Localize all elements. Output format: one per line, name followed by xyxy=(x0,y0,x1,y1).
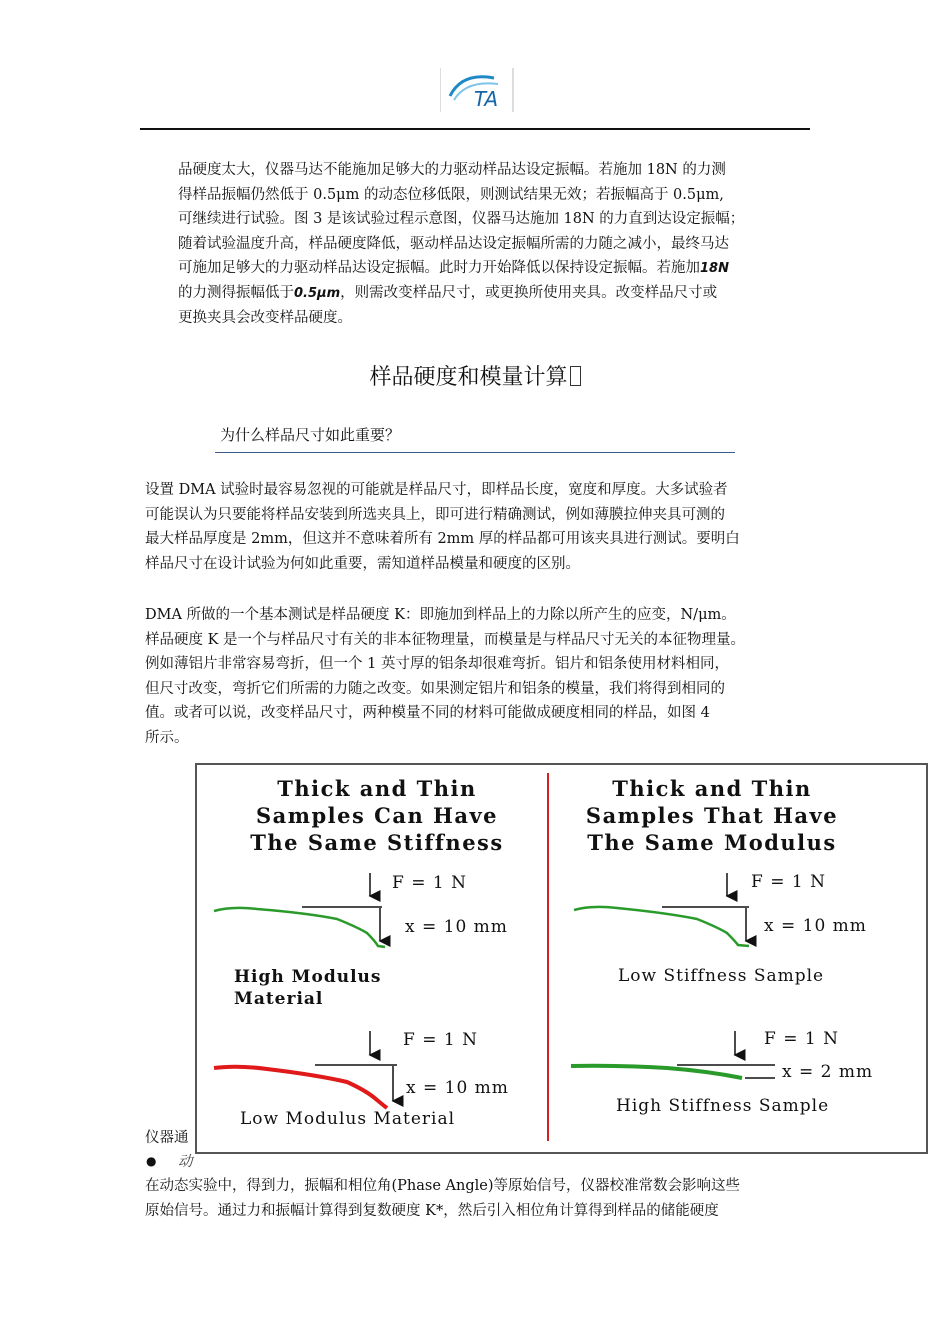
text-line: 样品尺寸在设计试验为何如此重要，需知道样品模量和硬度的区别。 xyxy=(145,555,580,572)
partial-bullet-text: 动 xyxy=(178,1154,193,1170)
figure-drawings xyxy=(197,765,926,1152)
text-line: 随着试验温度升高，样品硬度降低，驱动样品达设定振幅所需的力随之减小，最终马达 xyxy=(178,235,729,252)
low-stiffness-label: Low Stiffness Sample xyxy=(618,966,825,986)
text-line: 设置 DMA 试验时最容易忽视的可能就是样品尺寸，即样品长度，宽度和厚度。大多试验者 xyxy=(145,482,728,498)
green-beam xyxy=(571,1066,742,1078)
text-line: 可能误认为只要能将样品安装到所选夹具上，即可进行精确测试，例如薄膜拉伸夹具可测的 xyxy=(145,506,725,523)
bold-value: 0.5μm xyxy=(294,285,341,301)
red-beam xyxy=(214,1067,387,1108)
text-line: 但尺寸改变，弯折它们所需的力随之改变。如果测定铝片和铝条的模量，我们将得到相同的 xyxy=(145,680,725,697)
force-label: F = 1 N xyxy=(764,1029,839,1049)
text-line: 的力测得振幅低于0.5μm，则需改变样品尺寸，或更换所使用夹具。改变样品尺寸或 xyxy=(178,284,718,301)
text-line: 可继续进行试验。图 3 是该试验过程示意图，仪器马达施加 18N 的力直到达设定振幅； xyxy=(178,211,745,228)
paragraph-4 xyxy=(145,1174,740,1223)
ta-logo xyxy=(440,66,514,114)
displacement-label: x = 10 mm xyxy=(764,916,867,936)
text-line: DMA 所做的一个基本测试是样品硬度 K：即施加到样品上的力除以所产生的应变，N/μm。 xyxy=(145,607,736,623)
green-beam xyxy=(214,908,385,947)
force-label: F = 1 N xyxy=(392,873,467,893)
text-line: 例如薄铝片非常容易弯折，但一个 1 英寸厚的铝条却很难弯折。铝片和铝条使用材料相同， xyxy=(145,656,729,673)
high-stiffness-label: High Stiffness Sample xyxy=(616,1096,830,1116)
text-line: 在动态实验中，得到力，振幅和相位角(Phase Angle)等原始信号，仪器校准常数会影响这些 xyxy=(145,1178,740,1194)
left-panel-title: Thick and Thin Samples Can Have The Same Stiffness xyxy=(250,776,504,855)
high-modulus-label: High Modulus Material xyxy=(234,967,382,1009)
paragraph-2 xyxy=(145,478,740,576)
logo-text: TA xyxy=(474,87,499,111)
text-line: 所示。 xyxy=(145,729,189,746)
force-label: F = 1 N xyxy=(751,872,826,892)
text-line: 得样品振幅仍然低于 0.5μm 的动态位移低限，则测试结果无效；若振幅高于 0.5μm, xyxy=(178,186,724,203)
displacement-label: x = 10 mm xyxy=(406,1078,509,1098)
text-line: 样品硬度 K 是一个与样品尺寸有关的非本征物理量，而模量是与样品尺寸无关的本征物理量。 xyxy=(145,631,746,648)
paragraph-1 xyxy=(178,158,744,330)
displacement-label: x = 10 mm xyxy=(405,917,508,937)
paragraph-3 xyxy=(145,603,745,751)
section-title: 样品硬度和模量计算 xyxy=(0,360,950,391)
figure-stiffness-modulus xyxy=(195,763,928,1154)
displacement-label: x = 2 mm xyxy=(782,1062,874,1082)
sub-title: 为什么样品尺寸如此重要？ xyxy=(220,426,401,444)
sub-title-rule xyxy=(215,452,735,453)
green-beam xyxy=(574,907,749,946)
text-line: 原始信号。通过力和振幅计算得到复数硬度 K*，然后引入相位角计算得到样品的储能硬度 xyxy=(145,1202,719,1219)
text-line: 可施加足够大的力驱动样品达设定振幅。此时力开始降低以保持设定振幅。若施加18N xyxy=(178,260,729,277)
text-line: 最大样品厚度是 2mm，但这并不意味着所有 2mm 厚的样品都可用该夹具进行测试。要明白 xyxy=(145,531,740,548)
low-modulus-label: Low Modulus Material xyxy=(240,1109,456,1129)
partial-text: 仪器通 xyxy=(145,1130,189,1146)
header-rule xyxy=(140,128,810,130)
right-panel-title: Thick and Thin Samples That Have The Same Modulus xyxy=(585,776,839,855)
bold-value: 18N xyxy=(700,261,729,277)
force-label: F = 1 N xyxy=(403,1030,478,1050)
bullet-dot: ● xyxy=(146,1154,157,1168)
text-line: 更换夹具会改变样品硬度。 xyxy=(178,309,352,326)
text-line: 品硬度太大，仪器马达不能施加足够大的力驱动样品达设定振幅。若施加 18N 的力测 xyxy=(178,162,726,178)
text-line: 值。或者可以说，改变样品尺寸，两种模量不同的材料可能做成硬度相同的样品，如图 4 xyxy=(145,705,710,722)
